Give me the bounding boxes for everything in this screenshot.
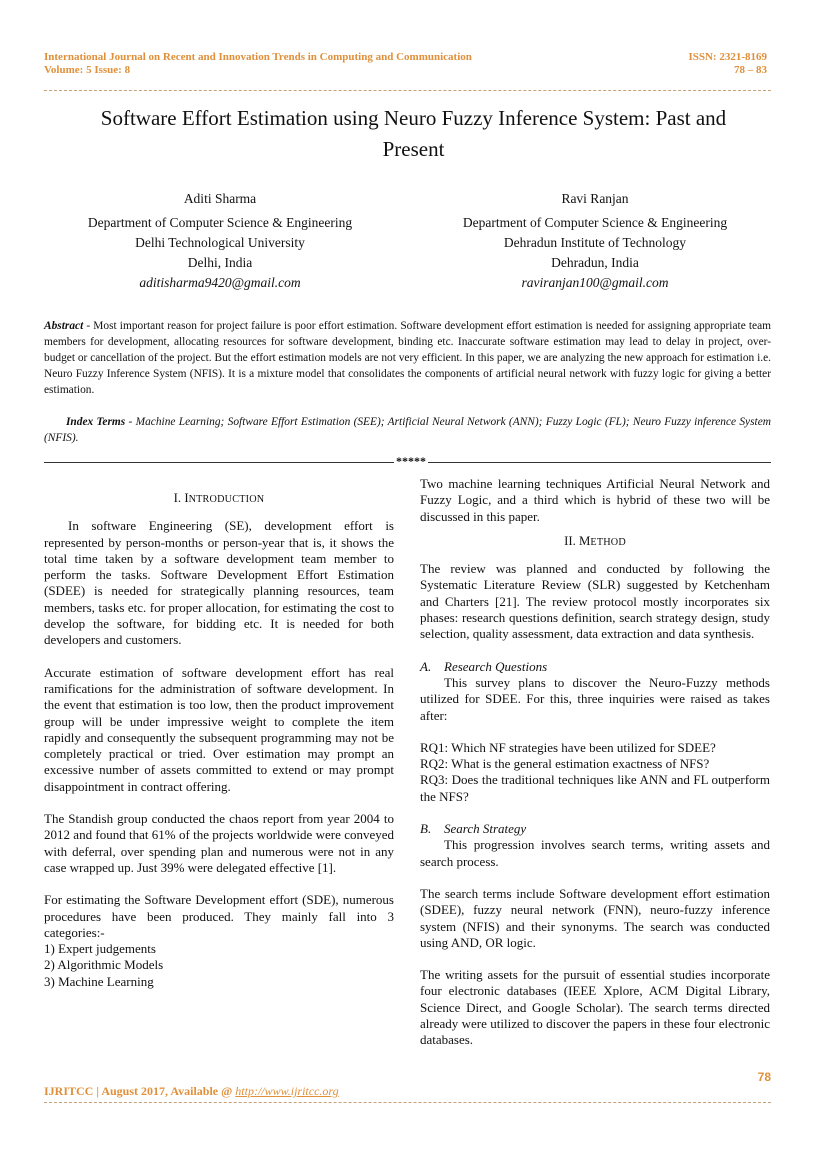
header-divider [44, 90, 771, 91]
list-item: 2) Algorithmic Models [44, 957, 164, 973]
running-header-left [44, 51, 472, 77]
section-heading-method: II. METHOD [564, 533, 626, 548]
paper-title [60, 103, 767, 165]
abstract-text: - Most important reason for project failure is poor effort estimation. Software development effort estimation is needed for assigning appropriate team members for development, allocating resources for software development, binding etc. Inaccurate software estimation may lead to delay in project, over-budget or cancellation of the project. But the effort estimation models are not very efficient. In this paper, we are analyzing the new approach for estimation i.e. Neuro Fuzzy Inference System (NFIS). It is a mixture model that consolidates the components of artificial neural network with fuzzy logic for giving a better estimation. [44, 320, 771, 397]
paragraph: Two machine learning techniques Artificial Neural Network and Fuzzy Logic, and a third which is hybrid of these two will be discussed in this paper. [420, 476, 770, 524]
index-terms-label: Index Terms [66, 416, 126, 428]
author-block-2 [440, 189, 750, 293]
separator-line-right [428, 462, 771, 463]
left-column [44, 490, 394, 990]
index-terms [44, 414, 771, 446]
footer-divider [44, 1102, 771, 1103]
footer-text: IJRITCC | August 2017, Available @ [44, 1084, 236, 1098]
author-email[interactable]: aditisharma9420@gmail.com [139, 275, 301, 290]
page-range: 78 – 83 [734, 64, 767, 76]
author-block-1 [65, 189, 375, 293]
abstract-label: Abstract [44, 320, 84, 332]
research-question: RQ1: Which NF strategies have been utilized for SDEE? [420, 739, 716, 755]
paragraph: The Standish group conducted the chaos report from year 2004 to 2012 and found that 61% of the projects worldwide were conveyed with deferral, over spending plan and numerous were not in any case wrapped up. Just 39% were delegated effective [1]. [44, 811, 394, 875]
author-location: Dehradun, India [551, 255, 639, 270]
author-name: Ravi Ranjan [561, 191, 629, 206]
journal-volume: Volume: 5 Issue: 8 [44, 64, 131, 76]
subsection-heading-search-strategy: B. Search Strategy [420, 821, 527, 837]
list-item: 3) Machine Learning [44, 973, 154, 989]
index-terms-text: - Machine Learning; Software Effort Estimation (SEE); Artificial Neural Network (ANN); Fuzzy Logic (FL); Neuro Fuzzy inference System (NFIS). [44, 416, 771, 445]
separator-stars: ***** [396, 454, 426, 468]
paragraph: This progression involves search terms, writing assets and search process. [420, 837, 770, 869]
author-email[interactable]: raviranjan100@gmail.com [521, 275, 669, 290]
abstract [44, 318, 771, 398]
paragraph: This survey plans to discover the Neuro-Fuzzy methods utilized for SDEE. For this, three inquiries were raised as takes after: [420, 674, 770, 723]
research-question: RQ2: What is the general estimation exactness of NFS? [420, 756, 710, 772]
author-department: Department of Computer Science & Engineering [462, 215, 728, 230]
paragraph: In software Engineering (SE), development effort is represented by person-months or person-year that is, it shows the total time taken by a software development team member to perform the tasks. Software Development Effort Estimation (SDEE) is needed for strategically planning resources, team members, tasks etc. for proper allocation, for estimating the cost to develop the software, for bidding etc. It is needed for both developers and customers. [44, 518, 394, 648]
running-header-right [688, 51, 767, 77]
journal-issn: ISSN: 2321-8169 [688, 51, 767, 63]
journal-website-link[interactable]: http://www.ijritcc.org [235, 1084, 339, 1098]
list-item: 1) Expert judgements [44, 941, 156, 957]
author-name: Aditi Sharma [183, 191, 257, 206]
paragraph: Accurate estimation of software development effort has real ramifications for the administration of software development. In the event that estimation is too low, then the product improvement group will be under impressive weight to complete the item rapidly and consequently the subsequent programming may not be completely practical or tried. Over estimation may prompt an excessive number of assets committed to extend or may prompt disappointment in contract offering. [44, 664, 394, 794]
author-institution: Dehradun Institute of Technology [503, 235, 687, 250]
author-location: Delhi, India [187, 255, 253, 270]
journal-name: International Journal on Recent and Innovation Trends in Computing and Communication [44, 51, 472, 63]
footer [44, 1084, 339, 1099]
subsection-heading-research-questions: A. Research Questions [420, 658, 548, 674]
right-column [420, 476, 770, 1049]
paragraph: For estimating the Software Development effort (SDE), numerous procedures have been produced. They mainly fall into 3 categories:- [44, 892, 394, 940]
paragraph: The search terms include Software development effort estimation (SDEE), fuzzy neural network (FNN), neuro-fuzzy inference system (NFIS) and their synonyms. The search was conducted using AND, OR logic. [420, 885, 770, 950]
author-department: Department of Computer Science & Engineering [87, 215, 353, 230]
section-separator [44, 455, 771, 469]
title-line-1: Software Effort Estimation using Neuro Fuzzy Inference System: Past and [100, 106, 727, 130]
research-question: RQ3: Does the traditional techniques like ANN and FL outperform the NFS? [420, 772, 770, 804]
author-institution: Delhi Technological University [135, 235, 305, 250]
section-heading-introduction: I. INTRODUCTION [173, 491, 265, 505]
paragraph: The writing assets for the pursuit of essential studies incorporate four electronic databases (IEEE Xplore, ACM Digital Library, Science Direct, and Google Scholar). The search terms directed already were utilized to discover the papers in these four electronic databases. [420, 967, 770, 1048]
paragraph: The review was planned and conducted by following the Systematic Literature Review (SLR) suggested by Ketchenham and Charters [21]. The review protocol mostly incorporates six phases: research questions definition, search strategy design, study selection, quality assessment, data extraction and data synthesis. [420, 561, 770, 642]
separator-line-left [44, 462, 394, 463]
page-number: 78 [757, 1070, 771, 1084]
title-line-2: Present [382, 137, 445, 161]
